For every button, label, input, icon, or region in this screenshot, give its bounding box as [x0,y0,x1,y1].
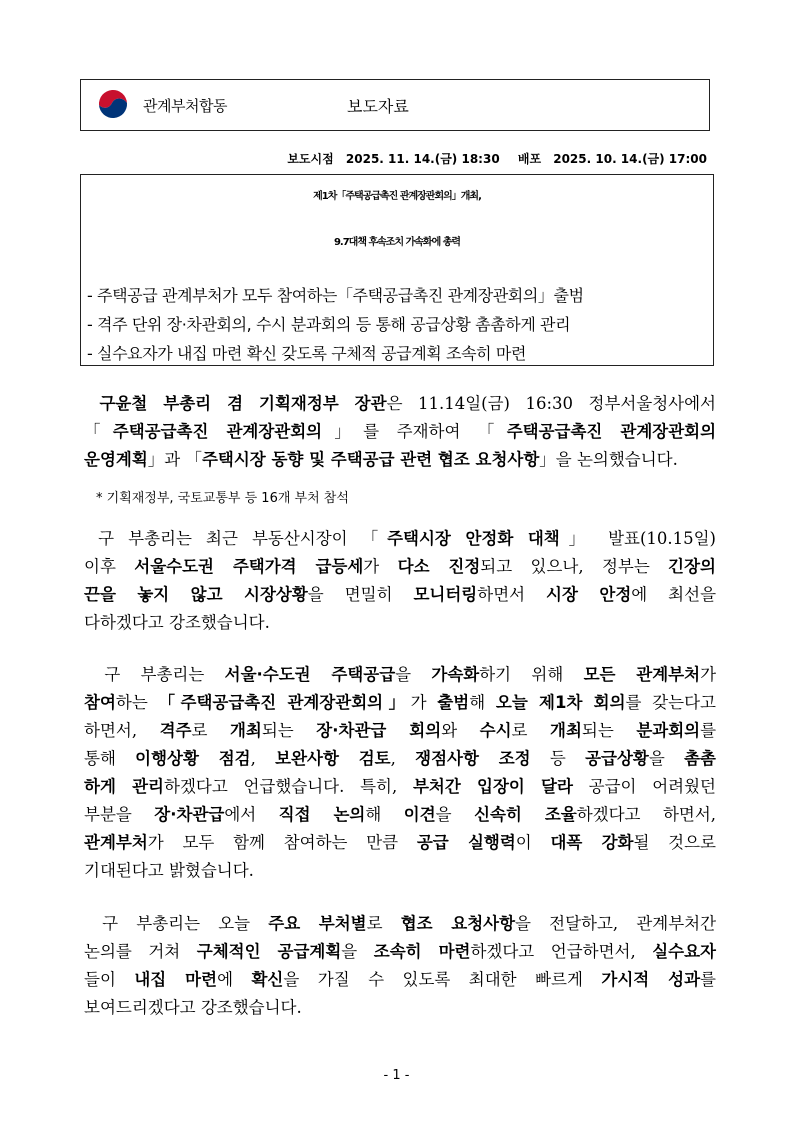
report-time: 2025. 11. 14.(금) 18:30 [345,152,500,166]
subheading-2: - 격주 단위 장·차관회의, 수시 분과회의 등 통해 공급상황 촘촘하게 관리 [87,315,571,334]
paragraph-3: 구 부총리는 서울·수도권 주택공급을 가속화하기 위해 모든 관계부처가 참여하는 「주택공급촉진 관계장관회의」가 출범해 오늘 제1차 회의를 갖는다고 하면서, 격주로 개최되는 장·차관급 회의와 수시로 개최되는 분과회의를 통해 이행상황 점검, 보완사항 검토, 쟁점사항 조정 등 공급상황을 촘촘 하게 관리하겠다고 언급했습니다. 특히, 부처간 입장이 달라 공급이 어려웠던 부분을 장·차관급에서 직접 논의해 이견을 신속히 조율하겠다고 하면서, 관계부처가 모두 함께 참여하는 만큼 공급 실행력이 대폭 강화될 것으로 기대된다고 밝혔습니다. [84,665,717,880]
para1-line: 구윤철 부총리 겸 기획재정부 장관은 11.14일(금) 16:30 정부서울청사에서 [99,394,716,413]
doc-type: 보도자료 [347,97,409,116]
subheading-1: - 주택공급 관계부처가 모두 참여하는「주택공급촉진 관계장관회의」출범 [87,286,584,305]
header-box [80,79,710,131]
dist-time: 2025. 10. 14.(금) 17:00 [553,152,707,166]
dist-label: 배포 [517,152,542,166]
paragraph-2: 구 부총리는 최근 부동산시장이 「주택시장 안정화 대책」 발표(10.15일) 이후 서울수도권 주택가격 급등세가 다소 진정되고 있으나, 정부는 긴장의 끈을 놓지 않고 시장상황을 면밀히 모니터링하면서 시장 안정에 최선을 다하겠다고 강조했습니다. [84,529,717,632]
release-info [279,150,707,167]
government-logo-icon [95,87,131,123]
headline-line-2: 9.7대책 후속조치 가속화에 총력 [333,237,461,248]
title-box [80,174,714,366]
paragraph-4: 구 부총리는 오늘 주요 부처별로 협조 요청사항을 전달하고, 관계부처간 논의를 거쳐 구체적인 공급계획을 조속히 마련하겠다고 언급하면서, 실수요자 들이 내집 마련에 확신을 가질 수 있도록 최대한 빠르게 가시적 성과를 보여드리겠다고 강조했습니다. [84,914,717,1017]
page-number: - 1 - [383,1068,410,1083]
report-label: 보도시점 [287,152,334,166]
headline-line-1: 제1차「주택공급촉진 관계장관회의」개최, [313,191,481,202]
paragraph-1 [84,390,716,474]
subheading-3: - 실수요자가 내집 마련 확신 갖도록 구체적 공급계획 조속히 마련 [87,344,527,363]
para1-line: 운영계획」과 「주택시장 동향 및 주택공급 관련 협조 요청사항」을 논의했습니다. [84,450,678,469]
footnote: * 기획재정부, 국토교통부 등 16개 부처 참석 [96,491,349,506]
org-name: 관계부처합동 [143,97,227,115]
para1-line: 「주택공급촉진 관계장관회의」를 주재하여 「주택공급촉진 관계장관회의 [84,422,717,441]
